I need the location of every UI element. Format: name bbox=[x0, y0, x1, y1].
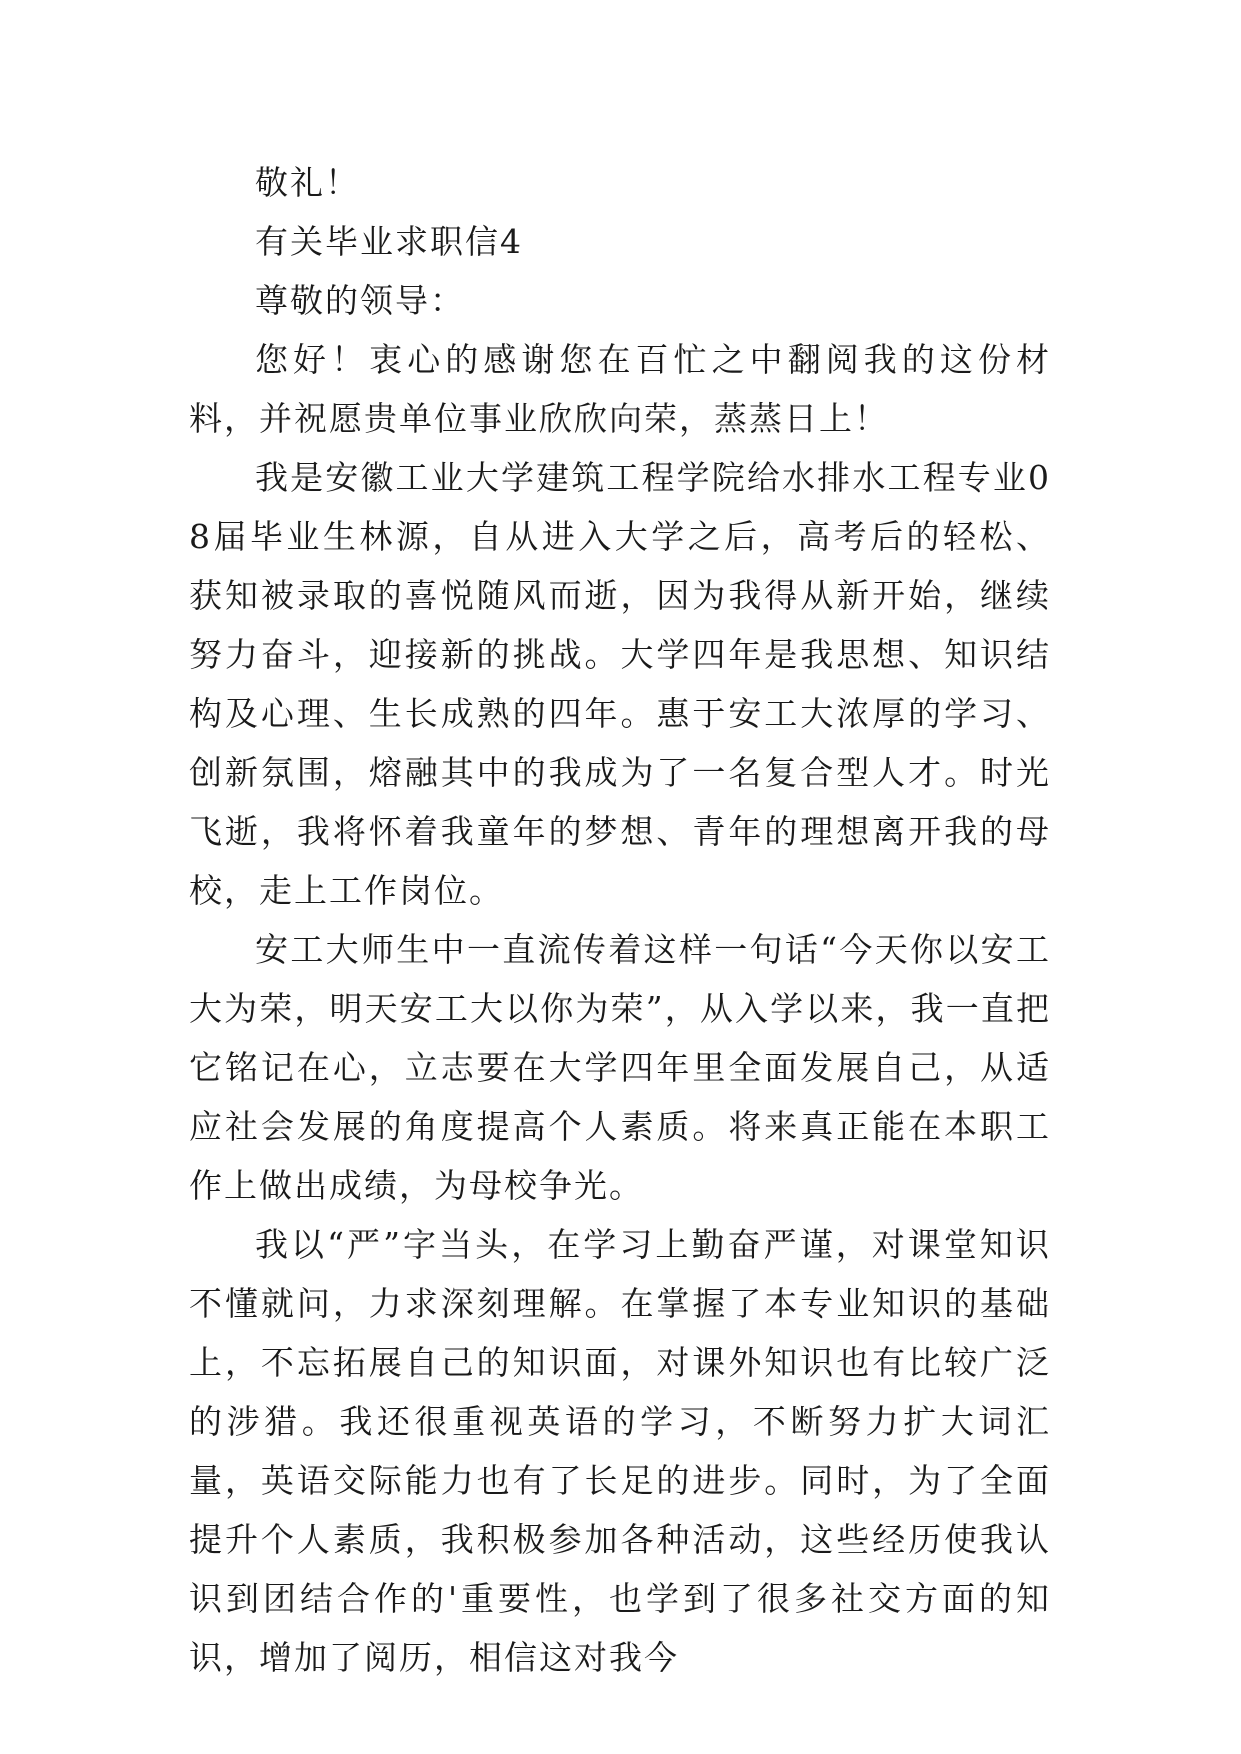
body-paragraph: 您好！衷心的感谢您在百忙之中翻阅我的这份材料，并祝愿贵单位事业欣欣向荣，蒸蒸日上！ bbox=[189, 340, 1051, 438]
body-paragraph: 我是安徽工业大学建筑工程学院给水排水工程专业08届毕业生林源，自从进入大学之后，高考后的轻松、获知被录取的喜悦随风而逝，因为我得从新开始，继续努力奋斗，迎接新的挑战。大学四年是我思想、知识结构及心理、生长成熟的四年。惠于安工大浓厚的学习、创新氛围，熔融其中的我成为了一名复合型人才。时光飞逝，我将怀着我童年的梦想、青年的理想离开我的母校，走上工作岗位。 bbox=[189, 458, 1051, 910]
body-paragraph: 安工大师生中一直流传着这样一句话“今天你以安工大为荣，明天安工大以你为荣”，从入学以来，我一直把它铭记在心，立志要在大学四年里全面发展自己，从适应社会发展的角度提高个人素质。将来真正能在本职工作上做出成绩，为母校争光。 bbox=[189, 930, 1051, 1205]
closing-salutation: 敬礼！ bbox=[255, 163, 360, 202]
body-paragraph: 我以“严”字当头，在学习上勤奋严谨，对课堂知识不懂就问，力求深刻理解。在掌握了本专业知识的基础上，不忘拓展自己的知识面，对课外知识也有比较广泛的涉猎。我还很重视英语的学习，不断努力扩大词汇量，英语交际能力也有了长足的进步。同时，为了全面提升个人素质，我积极参加各种活动，这些经历使我认识到团结合作的'重要性，也学到了很多社交方面的知识，增加了阅历，相信这对我今 bbox=[189, 1225, 1051, 1677]
section-heading: 有关毕业求职信4 bbox=[255, 222, 523, 261]
greeting-line: 尊敬的领导： bbox=[255, 281, 465, 320]
document-body bbox=[189, 153, 1051, 1687]
